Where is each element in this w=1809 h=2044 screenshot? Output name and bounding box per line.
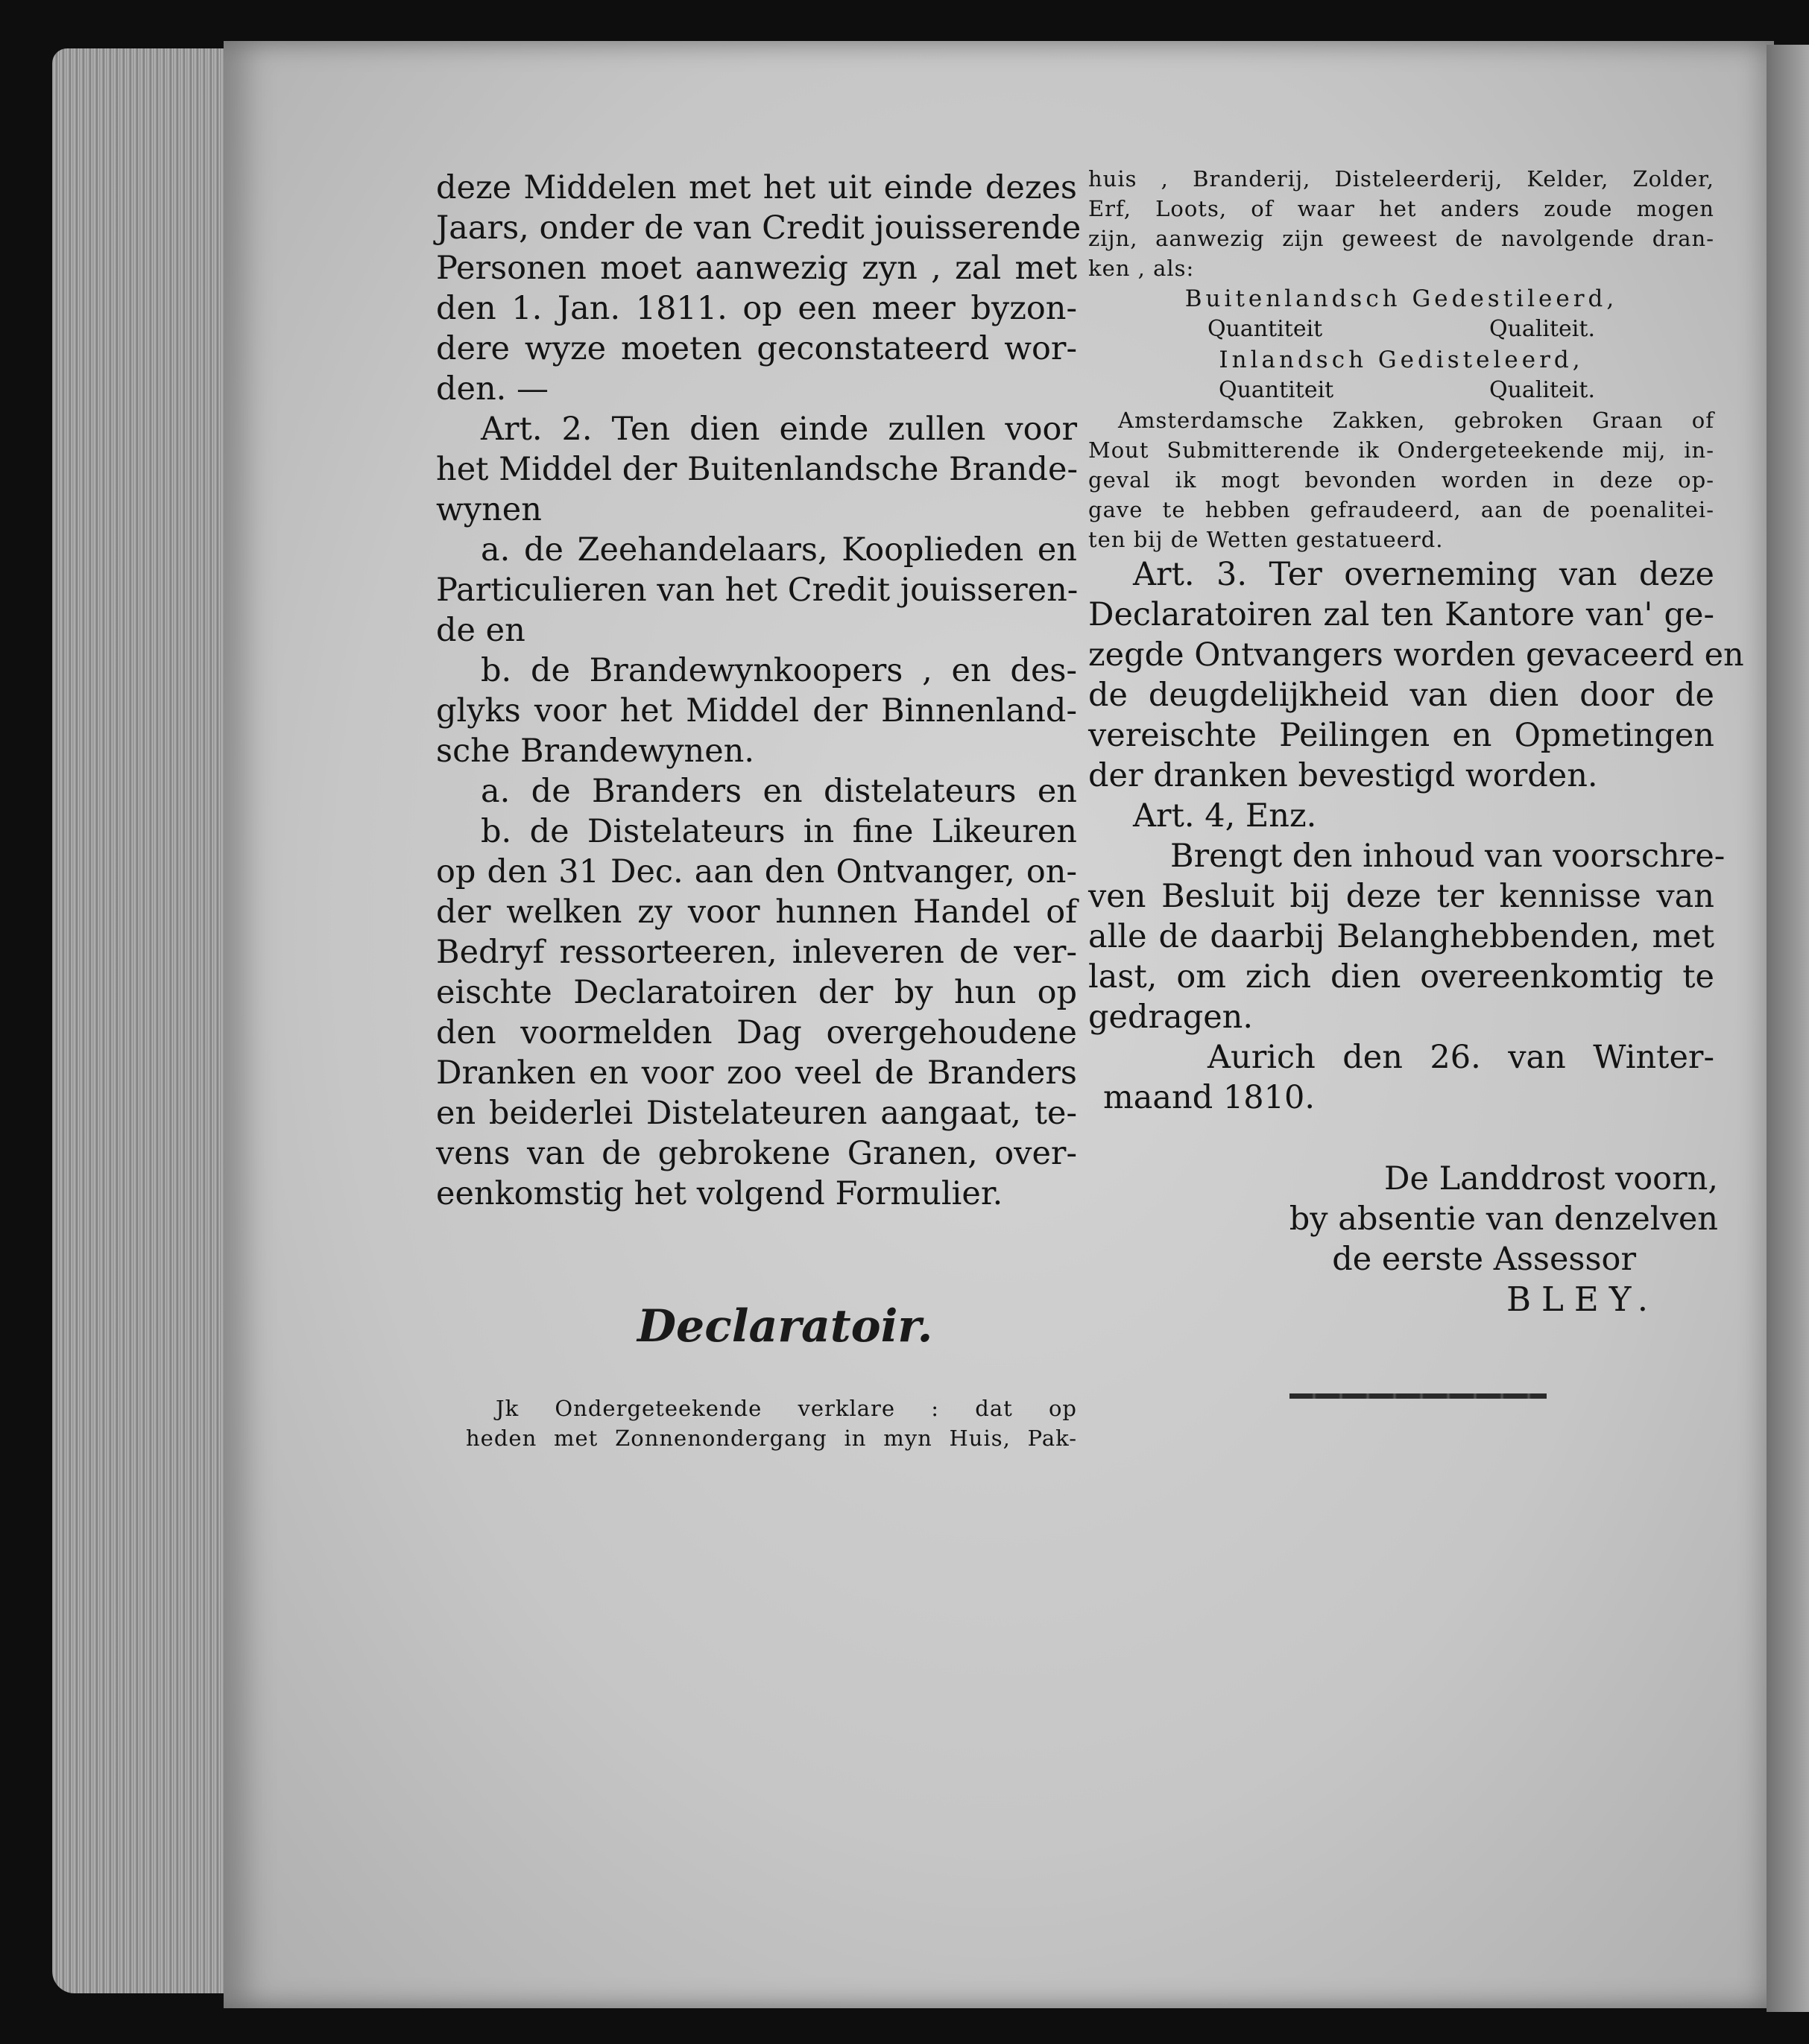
text-line: gedragen.	[1088, 999, 1254, 1036]
signature-name: BLEY.	[1506, 1279, 1658, 1319]
text-line: eischte Declaratoiren der by hun op	[436, 974, 1077, 1011]
declaratoir-text	[466, 1393, 1077, 1453]
text-line: Art. 4, Enz.	[1133, 797, 1317, 835]
quality-label: Qualiteit.	[1489, 377, 1595, 403]
text-line: den voormelden Dag overgehoudene	[436, 1014, 1077, 1051]
text-line: ven Besluit bij deze ter kennisse van	[1088, 878, 1714, 915]
text-line: Declaratoiren zal ten Kantore van' ge-	[1088, 596, 1714, 633]
text-line: Particulieren van het Credit jouisseren-	[436, 572, 1079, 609]
text-line: sche Brandewynen.	[436, 733, 755, 770]
form-line: Mout Submitterende ik Ondergeteekende mij, in-	[1088, 437, 1714, 463]
text-line: Jaars, onder de van Credit jouisserende	[436, 209, 1082, 247]
text-line: deze Middelen met het uit einde dezes	[436, 169, 1077, 206]
form-line: Amsterdamsche Zakken, gebroken Graan of	[1118, 408, 1714, 433]
text-line: wynen	[436, 491, 542, 528]
left-column	[436, 168, 1082, 1214]
text-line: den. —	[436, 370, 549, 408]
signature-line: de eerste Assessor	[1332, 1241, 1636, 1278]
text-line: Personen moet aanwezig zyn , zal met	[436, 250, 1077, 287]
quantity-label: Quantiteit	[1219, 377, 1334, 403]
signature-line: De Landdrost voorn,	[1384, 1160, 1718, 1197]
text-line: heden met Zonnenondergang in myn Huis, Pak-	[466, 1426, 1077, 1451]
text-line: der dranken bevestigd worden.	[1088, 757, 1598, 794]
text-line: het Middel der Buitenlandsche Brande-	[436, 451, 1079, 488]
form-line: gave te hebben gefraudeerd, aan de poenalitei-	[1088, 497, 1714, 522]
form-line: zijn, aanwezig zijn geweest de navolgende dran-	[1088, 226, 1714, 251]
form-line: ten bij de Wetten gestatueerd.	[1088, 527, 1444, 552]
text-line: b. de Brandewynkoopers , en des-	[481, 652, 1077, 689]
form-line: huis , Branderij, Disteleerderij, Kelder, Zolder,	[1088, 166, 1714, 192]
text-line: Brengt den inhoud van voorschre-	[1170, 838, 1726, 875]
right-column	[1088, 164, 1744, 1118]
quality-label: Qualiteit.	[1489, 316, 1595, 342]
quantity-label: Quantiteit	[1207, 316, 1323, 342]
form-line: ken , als:	[1088, 256, 1195, 281]
text-line: en beiderlei Distelateuren aangaat, te-	[436, 1095, 1077, 1132]
text-line: dere wyze moeten geconstateerd wor-	[436, 330, 1077, 367]
text-line: last, om zich dien overeenkomtig te	[1088, 958, 1714, 996]
domestic-spirits-heading: Inlandsch Gedisteleerd,	[1219, 347, 1584, 373]
text-line: Jk Ondergeteekende verklare : dat op	[496, 1396, 1077, 1421]
form-line: Erf, Loots, of waar het anders zoude mogen	[1088, 196, 1714, 221]
date-line: Aurich den 26. van Winter-	[1207, 1039, 1714, 1076]
text-line: a. de Branders en distelateurs en	[481, 773, 1077, 810]
text-line: den 1. Jan. 1811. op een meer byzon-	[436, 290, 1077, 327]
closing-rule	[1289, 1393, 1547, 1399]
text-line: der welken zy voor hunnen Handel of	[436, 893, 1077, 931]
text-line: Art. 3. Ter overneming van deze	[1133, 556, 1714, 593]
text-line: a. de Zeehandelaars, Kooplieden en	[481, 531, 1077, 569]
declaratoir-title: Declaratoir.	[637, 1300, 933, 1352]
form-line: geval ik mogt bevonden worden in deze op-	[1088, 467, 1714, 493]
text-line: Bedryf ressorteeren, inleveren de ver-	[436, 934, 1077, 971]
page-edges	[52, 48, 246, 1993]
text-line: Dranken en voor zoo veel de Branders	[436, 1054, 1077, 1092]
signature-line: by absentie van denzelven	[1289, 1200, 1718, 1238]
text-line: de deugdelijkheid van dien door de	[1088, 677, 1714, 714]
text-line: op den 31 Dec. aan den Ontvanger, on-	[436, 853, 1077, 890]
foreign-spirits-heading: Buitenlandsch Gedestileerd,	[1184, 285, 1618, 312]
text-line: zegde Ontvangers worden gevaceerd en	[1088, 636, 1744, 674]
foreign-spirits-columns	[1088, 314, 1714, 344]
text-line: vens van de gebrokene Granen, over-	[436, 1135, 1077, 1172]
next-page-edge	[1767, 45, 1809, 2012]
date-line: maand 1810.	[1103, 1079, 1316, 1116]
text-line: de en	[436, 612, 525, 649]
text-line: alle de daarbij Belanghebbenden, met	[1088, 918, 1714, 955]
text-line: eenkomstig het volgend Formulier.	[436, 1175, 1003, 1212]
text-line: glyks voor het Middel der Binnenland-	[436, 692, 1077, 730]
domestic-spirits-columns	[1088, 376, 1714, 405]
text-line: b. de Distelateurs in fine Likeuren	[481, 813, 1077, 850]
signature-block	[1155, 1159, 1718, 1320]
text-line: Art. 2. Ten dien einde zullen voor	[481, 411, 1077, 448]
text-line: vereischte Peilingen en Opmetingen	[1088, 717, 1714, 754]
